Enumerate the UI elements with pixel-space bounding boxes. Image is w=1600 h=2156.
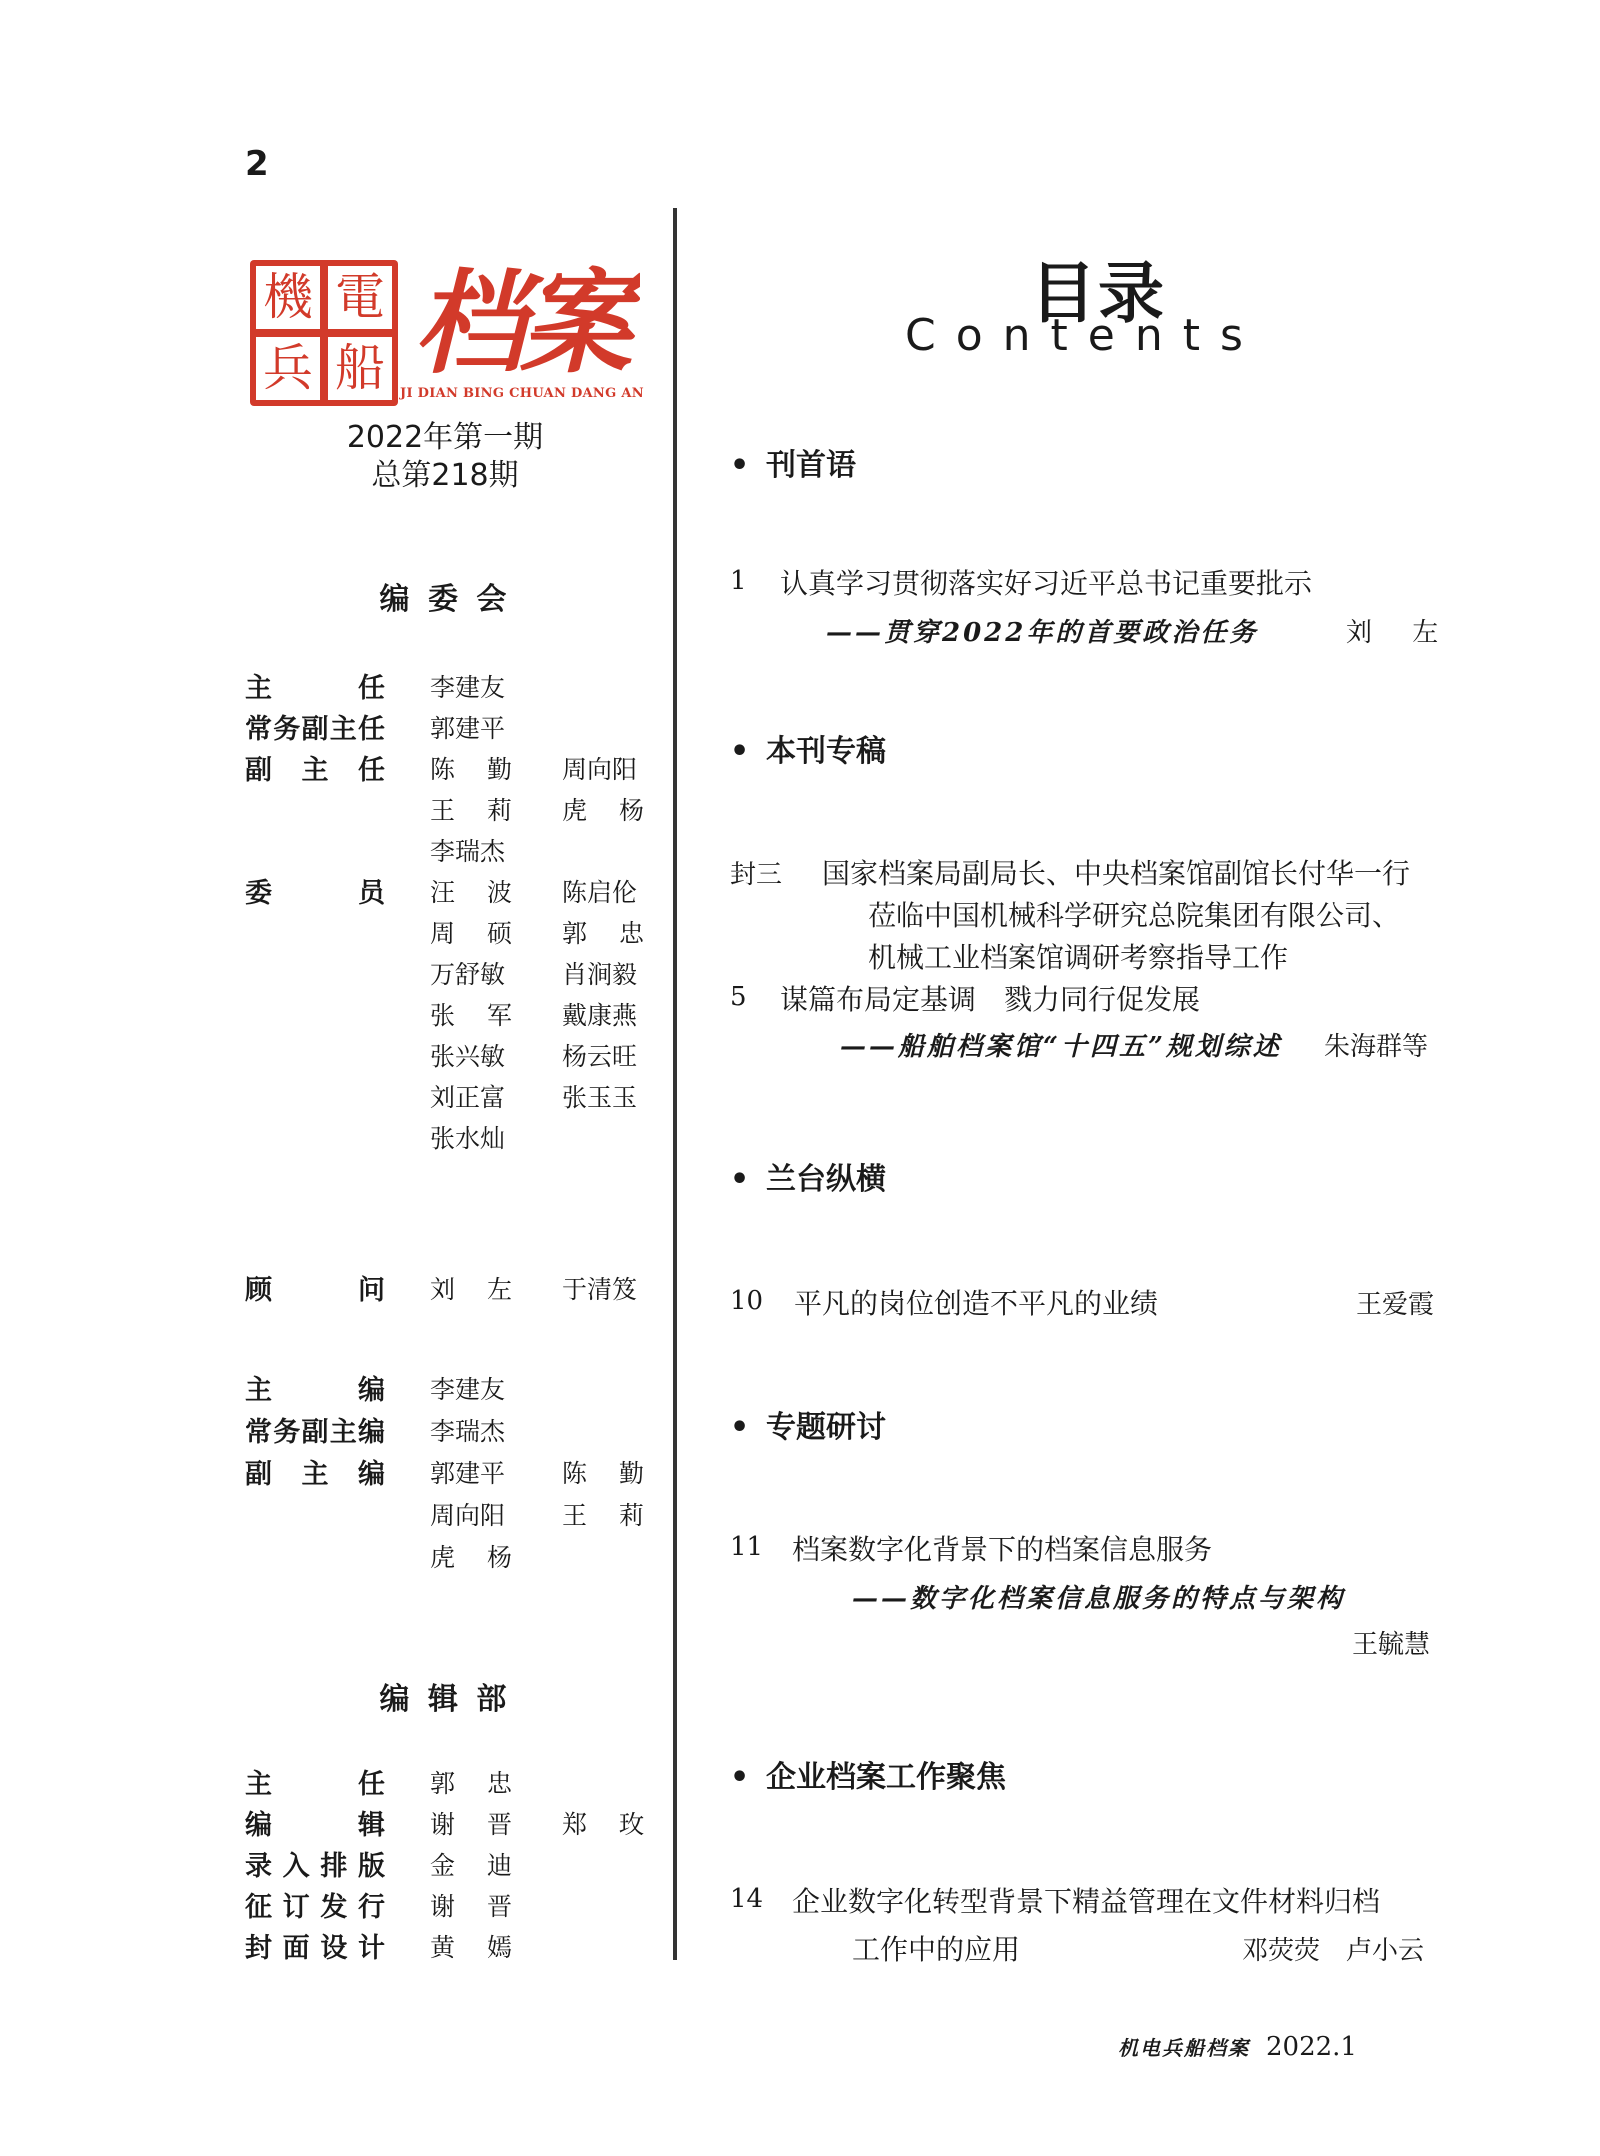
column-divider <box>673 208 677 1960</box>
bullet-icon: • <box>730 448 750 483</box>
total-issue-number: 总第218期 <box>371 458 519 493</box>
editorial-board-heading: 编 委 会 <box>379 582 511 617</box>
seal-char-ji: 機 <box>263 268 313 326</box>
page-footer <box>1118 2032 1357 2062</box>
staff-role: 顾 问 <box>245 1275 385 1306</box>
toc-entry-page: 14 <box>730 1884 764 1914</box>
toc-entry-author: 王爱霞 <box>1356 1290 1435 1320</box>
brush-title <box>400 258 640 378</box>
staff-name: 李建友 <box>430 673 506 702</box>
toc-entry-title-line2: 莅临中国机械科学研究总院集团有限公司、 <box>868 899 1401 932</box>
bullet-icon: • <box>730 1760 750 1795</box>
page-number: 2 <box>245 144 269 184</box>
staff-name: 刘 左 <box>430 1275 512 1304</box>
staff-name: 刘正富 <box>430 1083 506 1112</box>
brush-title-text: 档案 <box>414 258 626 378</box>
toc-entry-page: 1 <box>730 566 747 596</box>
staff-name: 陈 勤 <box>562 1459 644 1488</box>
toc-section-topic: • 专题研讨 <box>730 1410 886 1445</box>
issue-number: 2022年第一期 <box>346 420 544 455</box>
staff-name: 张水灿 <box>430 1124 506 1153</box>
toc-section-special: • 本刊专稿 <box>730 734 886 769</box>
toc-entry-page: 10 <box>730 1286 764 1316</box>
staff-name: 陈启伦 <box>562 878 638 907</box>
bullet-icon: • <box>730 1410 750 1445</box>
footer-issue: 2022.1 <box>1266 2032 1357 2062</box>
toc-entry-title[interactable]: 企业数字化转型背景下精益管理在文件材料归档 <box>792 1885 1381 1918</box>
staff-name: 张玉玉 <box>562 1083 638 1112</box>
toc-entry-subtitle: ——数字化档案信息服务的特点与架构 <box>852 1584 1346 1614</box>
toc-entry-title[interactable]: 认真学习贯彻落实好习近平总书记重要批示 <box>780 567 1313 600</box>
staff-name: 金 迪 <box>430 1851 512 1880</box>
seal-char-bing: 兵 <box>263 339 313 397</box>
editorial-dept-heading: 编 辑 部 <box>379 1682 511 1717</box>
staff-name: 张 军 <box>430 1001 512 1030</box>
staff-role: 编 辑 <box>245 1810 385 1841</box>
staff-name: 杨云旺 <box>562 1042 638 1071</box>
seal-char-chuan: 船 <box>335 339 385 397</box>
staff-name: 郭建平 <box>430 714 506 743</box>
toc-section-lantai: • 兰台纵横 <box>730 1162 886 1197</box>
staff-name: 汪 波 <box>430 878 512 907</box>
toc-entry-title-line2: 工作中的应用 <box>852 1933 1021 1966</box>
toc-entry-page: 封三 <box>730 860 783 890</box>
staff-name: 虎 杨 <box>430 1543 512 1572</box>
toc-entry-title[interactable]: 平凡的岗位创造不平凡的业绩 <box>794 1287 1159 1320</box>
bullet-icon: • <box>730 734 750 769</box>
bullet-icon: • <box>730 1162 750 1197</box>
staff-role: 常 务 副 主 任 <box>245 714 385 745</box>
staff-name: 于清笈 <box>562 1275 638 1304</box>
staff-name: 周 硕 <box>430 919 512 948</box>
staff-name: 李瑞杰 <box>430 837 506 866</box>
staff-name: 周向阳 <box>430 1501 506 1530</box>
toc-entry-page: 5 <box>730 982 747 1012</box>
toc-section-preface: • 刊首语 <box>730 448 856 483</box>
toc-entry-title[interactable]: 国家档案局副局长、中央档案馆副馆长付华一行 <box>822 857 1411 890</box>
staff-name: 谢 晋 <box>430 1892 512 1921</box>
staff-name: 郭 忠 <box>562 919 644 948</box>
staff-role: 录 入 排 版 <box>245 1851 385 1882</box>
toc-subtitle: Contents <box>905 310 1263 361</box>
staff-name: 李瑞杰 <box>430 1417 506 1446</box>
staff-name: 张兴敏 <box>430 1042 506 1071</box>
staff-name: 郭 忠 <box>430 1769 512 1798</box>
toc-entry-title[interactable]: 档案数字化背景下的档案信息服务 <box>792 1533 1213 1566</box>
staff-name: 黄 嫣 <box>430 1933 512 1962</box>
staff-name: 谢 晋 <box>430 1810 512 1839</box>
journal-logo <box>250 258 644 408</box>
staff-name: 戴康燕 <box>562 1001 638 1030</box>
toc-entry-title[interactable]: 谋篇布局定基调 戮力同行促发展 <box>780 983 1201 1016</box>
staff-role: 主 编 <box>245 1375 385 1406</box>
seal-logo <box>250 260 398 406</box>
staff-role: 常 务 副 主 编 <box>245 1417 385 1448</box>
staff-role: 主 任 <box>245 1769 385 1800</box>
staff-name: 王 莉 <box>562 1501 644 1530</box>
staff-name: 万舒敏 <box>430 960 506 989</box>
toc-entry-subtitle: ——贯穿2022年的首要政治任务 <box>826 618 1259 648</box>
toc-title: 目录 <box>1030 255 1166 332</box>
toc-entry-title-line3: 机械工业档案馆调研考察指导工作 <box>868 941 1289 974</box>
footer-journal: 机电兵船档案 <box>1118 2036 1250 2060</box>
staff-role: 征 订 发 行 <box>245 1892 385 1923</box>
staff-role: 主 任 <box>245 673 385 704</box>
staff-role: 副 主 任 <box>245 755 385 786</box>
staff-name: 周向阳 <box>562 755 638 784</box>
toc-entry-page: 11 <box>730 1532 764 1562</box>
toc-entry-author: 王毓慧 <box>1352 1630 1431 1660</box>
toc-entry-subtitle: ——船舶档案馆“十四五”规划综述 <box>840 1032 1282 1062</box>
staff-name: 肖涧毅 <box>562 960 638 989</box>
toc-entry-author: 朱海群等 <box>1324 1032 1429 1062</box>
staff-name: 虎 杨 <box>562 796 644 825</box>
staff-name: 郭建平 <box>430 1459 506 1488</box>
journal-pinyin: JI DIAN BING CHUAN DANG AN <box>400 386 644 401</box>
staff-name: 郑 玫 <box>562 1810 644 1839</box>
staff-name: 李建友 <box>430 1375 506 1404</box>
staff-role: 封 面 设 计 <box>245 1933 385 1964</box>
staff-role: 副 主 编 <box>245 1459 385 1490</box>
staff-name: 王 莉 <box>430 796 512 825</box>
staff-name: 陈 勤 <box>430 755 512 784</box>
staff-role: 委 员 <box>245 878 385 909</box>
toc-section-enterprise: • 企业档案工作聚焦 <box>730 1760 1006 1795</box>
seal-char-dian: 電 <box>335 268 385 326</box>
toc-entry-author: 刘 左 <box>1346 618 1455 648</box>
toc-entry-author: 邓荧荧 卢小云 <box>1242 1936 1425 1966</box>
